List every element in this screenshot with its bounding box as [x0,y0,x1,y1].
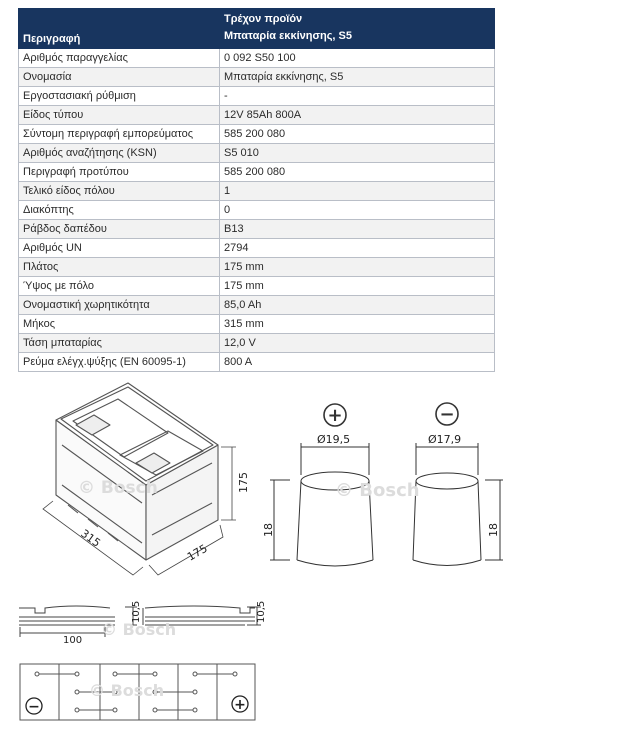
row-value: 800 A [220,353,495,372]
negative-diameter-label: Ø17,9 [428,433,462,446]
table-row [19,239,495,258]
row-label: Ύψος με πόλο [19,277,220,296]
layout-negative-icon [26,698,42,715]
header-description [19,9,220,49]
row-value: 12V 85Ah 800A [220,106,495,125]
header-description-label: Περιγραφή [23,33,81,45]
row-value: Μπαταρία εκκίνησης, S5 [220,68,495,87]
table-row [19,353,495,372]
table-row [19,68,495,87]
table-row [19,87,495,106]
row-label: Σύντομη περιγραφή εμπορεύματος [19,125,220,144]
table-row [19,163,495,182]
row-label: Περιγραφή προτύπου [19,163,220,182]
spec-body [19,49,495,372]
negative-height-label: 18 [487,523,500,537]
row-value: 0 092 S50 100 [220,49,495,68]
table-row [19,258,495,277]
table-row [19,125,495,144]
base-width-label: 100 [63,635,83,646]
negative-terminal-icon [436,403,458,425]
layout-positive-symbol: + [234,697,246,713]
header-current-product-line2: Μπαταρία εκκίνησης, S5 [224,30,352,42]
positive-terminal-icon [324,404,346,426]
row-value: B13 [220,220,495,239]
row-label: Πλάτος [19,258,220,277]
positive-height-label: 18 [262,523,275,537]
battery-drawing [18,385,268,585]
row-value: - [220,87,495,106]
table-row [19,296,495,315]
positive-diameter-label: Ø19,5 [317,433,351,446]
row-label: Ονομαστική χωρητικότητα [19,296,220,315]
base-watermark: © Bosch [101,620,177,639]
row-label: Ρεύμα ελέγχ.ψύξης (EN 60095-1) [19,353,220,372]
header-current-product-line1: Τρέχον προϊόν [224,13,303,25]
row-value: 12,0 V [220,334,495,353]
terminals-drawing [260,395,510,575]
table-row [19,144,495,163]
battery-length-label: 315 [78,526,103,550]
row-label: Μήκος [19,315,220,334]
layout-negative-symbol: − [28,699,40,715]
base-profile-drawing [15,595,265,645]
table-row [19,315,495,334]
row-label: Τελικό είδος πόλου [19,182,220,201]
row-value: 175 mm [220,277,495,296]
header-current-product [220,9,495,49]
row-label: Διακόπτης [19,201,220,220]
table-row [19,334,495,353]
battery-height-label: 175 [237,472,250,493]
base-height-right-label: 10,5 [256,600,267,623]
row-label: Αριθμός παραγγελίας [19,49,220,68]
row-value: 175 mm [220,258,495,277]
row-value: 0 [220,201,495,220]
table-row [19,220,495,239]
row-value: 85,0 Ah [220,296,495,315]
row-value: 585 200 080 [220,125,495,144]
row-label: Αριθμός αναζήτησης (KSN) [19,144,220,163]
table-row [19,182,495,201]
positive-terminal-symbol: + [327,405,343,426]
row-label: Ονομασία [19,68,220,87]
layout-watermark: © Bosch [89,681,165,700]
row-value: 1 [220,182,495,201]
row-value: 2794 [220,239,495,258]
cell-layout-diagram [15,662,260,727]
row-label: Αριθμός UN [19,239,220,258]
layout-positive-icon [232,696,248,713]
table-row [19,277,495,296]
row-label: Τάση μπαταρίας [19,334,220,353]
table-header-row [19,9,495,49]
battery-width-label: 175 [185,541,210,564]
row-value: S5 010 [220,144,495,163]
row-value: 585 200 080 [220,163,495,182]
row-value: 315 mm [220,315,495,334]
battery-watermark: © Bosch [78,478,158,498]
row-label: Ράβδος δαπέδου [19,220,220,239]
table-row [19,201,495,220]
terminals-watermark: © Bosch [335,480,420,501]
negative-terminal-symbol: − [439,404,455,425]
spec-table [18,8,495,372]
table-row [19,49,495,68]
row-label: Εργοστασιακή ρύθμιση [19,87,220,106]
base-height-left-label: 10,5 [131,600,142,623]
table-row [19,106,495,125]
row-label: Είδος τύπου [19,106,220,125]
